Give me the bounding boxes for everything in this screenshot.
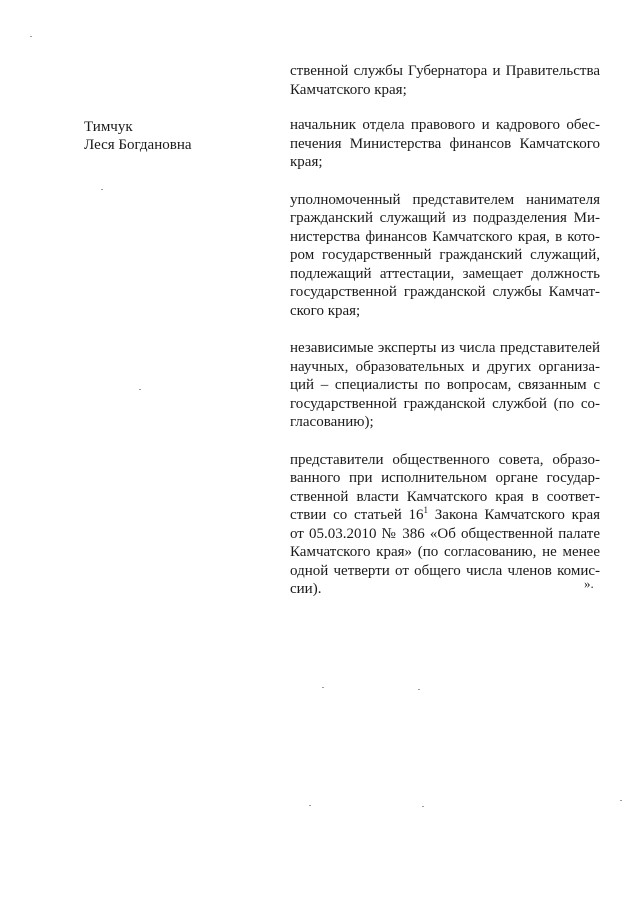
text-line: начальник отдела правового и кадрового обес-	[290, 117, 600, 133]
text-line: Камчатского края» (по согласованию, не менее	[290, 544, 600, 560]
member-surname: Тимчук	[84, 119, 133, 135]
text-line: ванного при исполнительном органе государ-	[290, 470, 600, 486]
text-line: научных, образовательных и других организа-	[290, 358, 600, 375]
text-line: от 05.03.2010 № 386 «Об общественной палате	[290, 525, 600, 542]
scan-speck	[101, 189, 103, 190]
text-line: нистерства финансов Камчатского края, в кото-	[290, 228, 600, 245]
finance-head-paragraph	[290, 116, 600, 172]
text-line: печения Министерства финансов Камчатского	[290, 135, 600, 152]
continuation-paragraph	[290, 62, 600, 99]
text-line: ром государственный гражданский служащий,	[290, 247, 600, 263]
roles-column	[290, 62, 600, 599]
text-fragment: ствии со статьей 16	[290, 507, 424, 523]
representative-paragraph	[290, 191, 600, 321]
public-council-paragraph	[290, 451, 600, 599]
text-line: ственной службы Губернатора и Правительства	[290, 63, 600, 79]
text-fragment: Закона Камчатского края	[428, 507, 600, 523]
member-name-block	[84, 118, 264, 154]
text-line	[290, 506, 600, 525]
text-line: ственной власти Камчатского края в соответ-	[290, 488, 600, 505]
scan-speck	[418, 689, 420, 690]
scan-speck	[139, 389, 141, 390]
text-line: Камчатского края;	[290, 81, 407, 98]
member-given-names: Леся Богдановна	[84, 137, 192, 153]
text-line: уполномоченный представителем нанимателя	[290, 191, 600, 208]
text-line: ского края;	[290, 302, 361, 319]
text-line: государственной гражданской службой (по со-	[290, 395, 600, 412]
scan-speck	[309, 805, 311, 806]
scan-speck	[422, 806, 424, 807]
text-line: ций – специалисты по вопросам, связанным с	[290, 377, 600, 393]
closing-mark: ».	[584, 576, 594, 591]
text-line: края;	[290, 154, 323, 170]
text-line: независимые эксперты из числа представителей	[290, 340, 600, 356]
text-line: подлежащий аттестации, замещает должность	[290, 265, 600, 282]
text-line: государственной гражданской службы Камчат-	[290, 284, 600, 300]
scan-speck	[30, 36, 32, 37]
scan-speck	[620, 800, 622, 801]
text-line: представители общественного совета, образо-	[290, 451, 600, 468]
scan-speck	[322, 687, 324, 688]
text-line: гражданский служащий из подразделения Ми-	[290, 210, 600, 226]
superscript-index: 1	[423, 505, 429, 515]
text-line: сии).	[290, 581, 322, 597]
experts-paragraph	[290, 339, 600, 432]
text-line: гласованию);	[290, 414, 374, 430]
text-line: одной четверти от общего числа членов комис-	[290, 562, 600, 579]
